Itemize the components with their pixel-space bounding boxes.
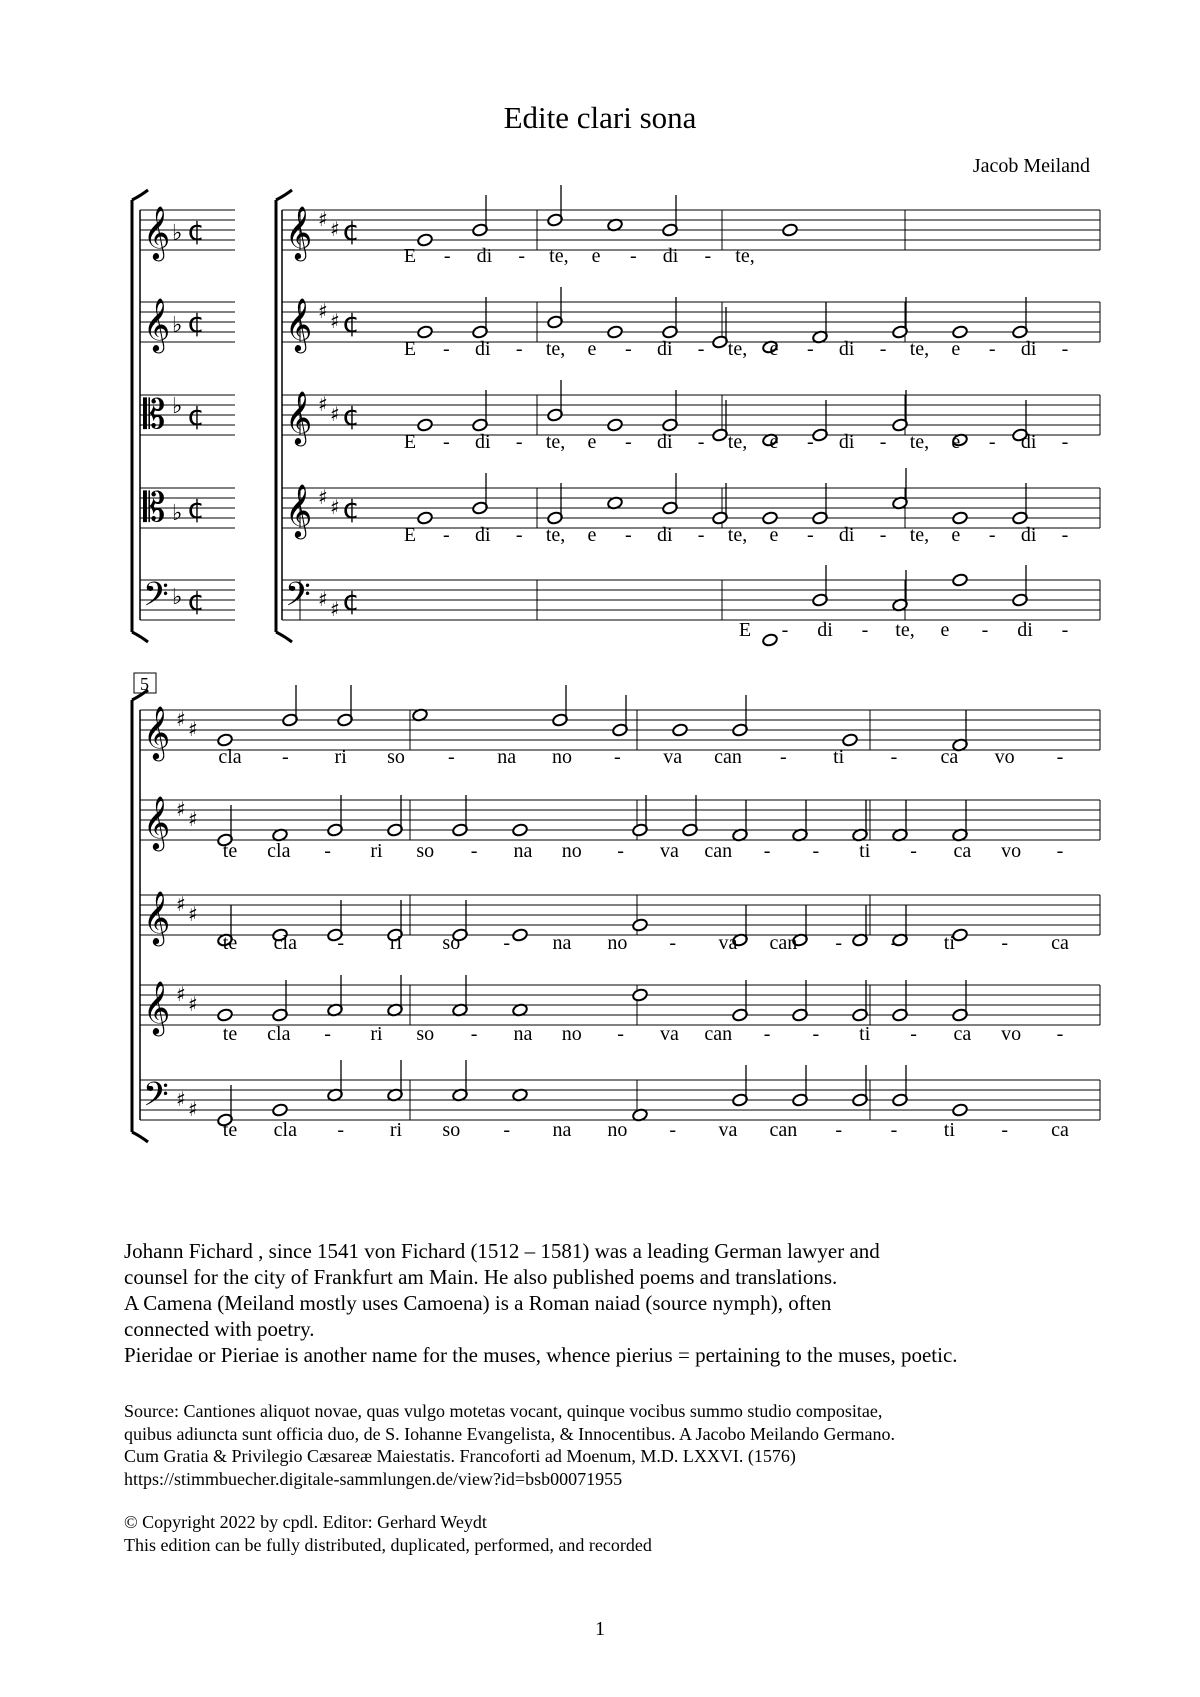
lyric-syllable: - — [806, 338, 814, 360]
lyric-syllable: - — [835, 932, 843, 954]
lyric-syllable: - — [1056, 746, 1064, 768]
lyric-syllable: vo — [994, 746, 1015, 768]
lyric-syllable: - — [988, 431, 996, 453]
lyric-syllable: ca — [940, 746, 959, 768]
lyric-syllable: vo — [1001, 840, 1022, 862]
lyric-syllable: di — [656, 431, 673, 453]
lyric-syllable: - — [518, 245, 526, 267]
lyric-syllable: va — [659, 1023, 679, 1045]
note-head — [952, 511, 969, 525]
source-line: Cum Gratia & Privilegio Cæsareæ Maiestatis. Francoforti ad Moenum, M.D. LXXVI. (1576) — [124, 1446, 796, 1466]
note-head — [217, 733, 234, 747]
lyric-syllable: - — [1061, 338, 1069, 360]
alto-clef-icon: 𝄡 — [143, 392, 166, 438]
lyric-syllable: - — [624, 431, 632, 453]
lyric-syllable: di — [656, 524, 673, 546]
note-head — [952, 573, 969, 587]
lyric-syllable: te, — [909, 338, 930, 360]
sharp-sign-icon: ♯ — [176, 707, 186, 731]
flat-sign-icon: ♭ — [172, 394, 183, 419]
lyric-syllable: na — [513, 1023, 533, 1045]
sharp-sign-icon: ♯ — [330, 495, 340, 519]
lyric-syllable: - — [447, 746, 455, 768]
note-head — [512, 823, 529, 837]
treble-clef-icon: 𝄞 — [285, 483, 313, 537]
lyric-syllable: te — [222, 840, 238, 862]
treble-clef-icon: 𝄞 — [143, 705, 171, 759]
source-line: quibus adiuncta sunt officia duo, de S. Iohanne Evangelista, & Innocentibus. A Jacobo Meilando Germano. — [124, 1423, 896, 1444]
cut-time-icon: ¢ — [342, 399, 360, 432]
lyric-syllable: - — [988, 524, 996, 546]
lyric-syllable: e — [587, 338, 597, 360]
lyric-syllable: di — [1020, 524, 1037, 546]
lyric-syllable: - — [890, 746, 898, 768]
notes-line: Pieridae or Pieriae is another name for the muses, whence pierius = pertaining to the muses, poetic. — [124, 1343, 958, 1367]
lyric-syllable: di — [1017, 619, 1033, 641]
lyric-syllable: di — [474, 338, 491, 360]
lyric-syllable: - — [443, 245, 451, 267]
license-line: This edition can be fully distributed, duplicated, performed, and recorded — [124, 1534, 652, 1555]
bass-clef-icon: 𝄢 — [285, 576, 311, 622]
lyric-syllable: - — [281, 746, 289, 768]
notes-line: A Camena (Meiland mostly uses Camoena) is a Roman naiad (source nymph), often — [124, 1291, 832, 1315]
lyric-syllable: - — [812, 1023, 820, 1045]
lyric-syllable: - — [890, 932, 898, 954]
lyric-syllable: - — [1001, 1119, 1009, 1141]
lyric-syllable: e — [951, 524, 961, 546]
lyric-syllable: - — [617, 840, 624, 862]
lyric-syllable: - — [515, 338, 523, 360]
lyric-syllable: can — [704, 840, 733, 862]
lyric-syllable: di — [817, 619, 833, 641]
lyric-syllable: - — [337, 932, 345, 954]
lyric-syllable: - — [443, 338, 450, 360]
lyric-syllable: - — [697, 338, 705, 360]
lyric-syllable: E — [403, 431, 417, 453]
lyric-syllable: no — [552, 746, 572, 768]
cut-time-icon: ¢ — [342, 492, 360, 525]
lyric-syllable: - — [470, 840, 478, 862]
sharp-sign-icon: ♯ — [330, 217, 340, 241]
lyric-syllable: na — [513, 840, 533, 862]
lyric-syllable: va — [663, 746, 683, 768]
note-head — [952, 325, 969, 339]
note-head — [782, 223, 799, 237]
lyric-syllable: no — [561, 840, 582, 862]
sharp-sign-icon: ♯ — [176, 982, 186, 1006]
sharp-sign-icon: ♯ — [188, 902, 198, 926]
lyric-syllable: di — [838, 431, 855, 453]
lyric-syllable: - — [812, 840, 820, 862]
note-head — [417, 418, 434, 432]
lyric-syllable: cla — [267, 840, 291, 862]
lyric-syllable: di — [476, 245, 493, 267]
lyric-syllable: - — [763, 1023, 771, 1045]
flat-sign-icon: ♭ — [172, 221, 183, 246]
treble-clef-icon: 𝄞 — [143, 795, 171, 849]
lyric-syllable: va — [718, 932, 738, 954]
lyric-syllable: - — [1056, 840, 1064, 862]
lyric-syllable: e — [587, 524, 597, 546]
lyric-syllable: - — [1001, 932, 1009, 954]
lyric-syllable: di — [838, 524, 855, 546]
lyric-syllable: - — [337, 1119, 345, 1141]
page-number: 1 — [595, 1618, 605, 1640]
lyric-syllable: - — [1061, 431, 1069, 453]
note-head — [607, 325, 624, 339]
note-head — [762, 633, 779, 647]
lyric-syllable: can — [769, 1119, 798, 1141]
lyric-syllable: e — [951, 338, 961, 360]
lyric-syllable: no — [607, 932, 628, 954]
lyric-syllable: E — [738, 619, 752, 641]
bass-clef-icon: 𝄢 — [143, 1076, 169, 1122]
lyric-syllable: na — [552, 1119, 572, 1141]
flat-sign-icon: ♭ — [172, 501, 183, 526]
lyric-syllable: te, — [909, 431, 930, 453]
copyright-notice — [124, 1511, 1124, 1556]
lyric-syllable: - — [624, 338, 632, 360]
lyric-syllable: so — [387, 746, 405, 768]
lyric-syllable: ri — [370, 840, 383, 862]
lyric-syllable: te, — [895, 619, 915, 641]
lyric-syllable: - — [624, 524, 632, 546]
source-url: https://stimmbuecher.digitale-sammlungen.de/view?id=bsb00071955 — [124, 1468, 623, 1489]
sharp-sign-icon: ♯ — [318, 392, 328, 416]
cut-time-icon: ¢ — [342, 584, 360, 617]
lyric-syllable: te — [222, 932, 238, 954]
lyric-syllable: te, — [545, 338, 566, 360]
sharp-sign-icon: ♯ — [176, 797, 186, 821]
lyric-syllable: ti — [833, 746, 845, 768]
lyric-syllable: e — [940, 619, 950, 641]
lyric-syllable: cla — [218, 746, 242, 768]
lyric-syllable: - — [1061, 619, 1069, 641]
lyric-syllable: e — [951, 431, 961, 453]
lyric-syllable: - — [910, 1023, 917, 1045]
lyric-syllable: so — [416, 1023, 435, 1045]
system2-lyrics — [218, 746, 1069, 1141]
lyric-syllable: - — [470, 1023, 478, 1045]
sharp-sign-icon: ♯ — [188, 1097, 198, 1121]
measure-number: 5 — [140, 674, 149, 694]
lyric-syllable: no — [607, 1119, 628, 1141]
lyric-syllable: - — [988, 338, 996, 360]
note-head — [672, 723, 689, 737]
lyric-syllable: di — [1020, 338, 1037, 360]
source-line: Source: Cantiones aliquot novae, quas vulgo motetas vocant, quinque vocibus summo studio compositae, — [124, 1401, 883, 1421]
lyric-syllable: ri — [370, 1023, 383, 1045]
treble-clef-icon: 𝄞 — [143, 980, 171, 1034]
lyric-syllable: - — [781, 619, 789, 641]
lyric-syllable: so — [442, 932, 461, 954]
lyric-syllable: - — [324, 1023, 331, 1045]
sharp-sign-icon: ♯ — [188, 992, 198, 1016]
lyric-syllable: - — [806, 431, 814, 453]
lyric-syllable: e — [769, 431, 779, 453]
sharp-sign-icon: ♯ — [188, 807, 198, 831]
lyric-syllable: e — [769, 338, 779, 360]
cut-time-icon: ¢ — [187, 584, 205, 617]
cut-time-icon: ¢ — [187, 306, 205, 339]
lyric-syllable: va — [718, 1119, 738, 1141]
lyric-syllable: - — [613, 746, 621, 768]
lyric-syllable: - — [835, 1119, 843, 1141]
lyric-syllable: va — [659, 840, 679, 862]
lyric-syllable: can — [769, 932, 798, 954]
lyric-syllable: - — [779, 746, 787, 768]
treble-clef-icon: 𝄞 — [143, 297, 171, 351]
lyric-syllable: so — [416, 840, 435, 862]
lyric-syllable: - — [910, 840, 917, 862]
sharp-sign-icon: ♯ — [330, 402, 340, 426]
lyric-syllable: te, — [549, 245, 569, 267]
lyric-syllable: te, — [727, 338, 748, 360]
note-head — [417, 325, 434, 339]
lyric-syllable: E — [403, 245, 417, 267]
clefs-and-signatures — [143, 205, 360, 1122]
lyric-syllable: ca — [953, 1023, 972, 1045]
copyright-line: © Copyright 2022 by cpdl. Editor: Gerhard Weydt — [124, 1512, 487, 1532]
lyric-syllable: e — [587, 431, 597, 453]
lyric-syllable: cla — [267, 1023, 291, 1045]
lyric-syllable: te — [222, 1023, 238, 1045]
lyric-syllable: ri — [389, 1119, 403, 1141]
lyric-syllable: - — [324, 840, 331, 862]
treble-clef-icon: 𝄞 — [143, 890, 171, 944]
cut-time-icon: ¢ — [187, 492, 205, 525]
lyric-syllable: - — [617, 1023, 624, 1045]
lyric-syllable: E — [403, 524, 417, 546]
lyric-syllable: - — [879, 431, 887, 453]
note-head — [417, 511, 434, 525]
lyric-syllable: so — [442, 1119, 461, 1141]
composer-name: Jacob Meiland — [972, 155, 1090, 177]
lyric-syllable: na — [552, 932, 572, 954]
lyric-syllable: - — [763, 840, 771, 862]
lyric-syllable: - — [879, 524, 887, 546]
lyric-syllable: - — [443, 524, 450, 546]
lyric-syllable: e — [591, 245, 601, 267]
note-head — [762, 511, 779, 525]
lyric-syllable: - — [443, 431, 450, 453]
note-head — [632, 988, 649, 1002]
lyric-syllable: - — [890, 1119, 898, 1141]
lyric-syllable: te — [222, 1119, 238, 1141]
note-head — [632, 918, 649, 932]
lyric-syllable: ca — [1051, 1119, 1069, 1141]
lyric-syllable: - — [861, 619, 869, 641]
treble-clef-icon: 𝄞 — [143, 205, 171, 259]
lyric-syllable: - — [879, 338, 887, 360]
lyric-syllable: te, — [735, 245, 755, 267]
sharp-sign-icon: ♯ — [318, 485, 328, 509]
treble-clef-icon: 𝄞 — [285, 390, 313, 444]
treble-clef-icon: 𝄞 — [285, 205, 313, 259]
cut-time-icon: ¢ — [342, 214, 360, 247]
lyric-syllable: can — [714, 746, 742, 768]
sharp-sign-icon: ♯ — [330, 309, 340, 333]
note-head — [417, 233, 434, 247]
lyric-syllable: - — [697, 524, 705, 546]
lyric-syllable: - — [1061, 524, 1069, 546]
lyric-syllable: cla — [273, 932, 297, 954]
notes-line: counsel for the city of Frankfurt am Main. He also published poems and translations. — [124, 1265, 838, 1289]
lyric-syllable: - — [806, 524, 814, 546]
flat-sign-icon: ♭ — [172, 585, 183, 610]
lyric-syllable: ca — [1051, 932, 1069, 954]
lyric-syllable: E — [403, 338, 417, 360]
system1-lyrics — [404, 245, 1068, 641]
note-head — [217, 1008, 234, 1022]
page-title: Edite clari sona — [503, 100, 697, 135]
sharp-sign-icon: ♯ — [176, 892, 186, 916]
lyric-syllable: - — [669, 932, 677, 954]
lyric-syllable: di — [474, 431, 491, 453]
lyric-syllable: ca — [953, 840, 972, 862]
lyric-syllable: di — [662, 245, 679, 267]
sharp-sign-icon: ♯ — [318, 299, 328, 323]
lyric-syllable: - — [1056, 1023, 1064, 1045]
lyric-syllable: ti — [859, 1023, 871, 1045]
cut-time-icon: ¢ — [187, 399, 205, 432]
notes-line: connected with poetry. — [124, 1317, 315, 1341]
lyric-syllable: na — [497, 746, 517, 768]
lyric-syllable: te, — [545, 431, 566, 453]
note-head — [952, 1103, 969, 1117]
lyric-syllable: - — [503, 1119, 511, 1141]
lyric-syllable: - — [515, 431, 523, 453]
sharp-sign-icon: ♯ — [330, 597, 340, 621]
alto-clef-icon: 𝄡 — [143, 485, 166, 531]
lyric-syllable: - — [515, 524, 523, 546]
sharp-sign-icon: ♯ — [176, 1087, 186, 1111]
lyric-syllable: - — [669, 1119, 677, 1141]
note-head — [272, 1103, 289, 1117]
lyric-syllable: - — [981, 619, 989, 641]
note-head — [607, 418, 624, 432]
note-head — [512, 928, 529, 942]
sharp-sign-icon: ♯ — [188, 717, 198, 741]
lyric-syllable: cla — [273, 1119, 297, 1141]
lyric-syllable: ti — [943, 1119, 955, 1141]
lyric-syllable: di — [1020, 431, 1037, 453]
lyric-syllable: no — [561, 1023, 582, 1045]
lyric-syllable: vo — [1001, 1023, 1022, 1045]
lyric-syllable: - — [503, 932, 511, 954]
lyric-syllable: te, — [909, 524, 930, 546]
lyric-syllable: ri — [334, 746, 347, 768]
sharp-sign-icon: ♯ — [318, 587, 328, 611]
lyric-syllable: can — [704, 1023, 733, 1045]
editorial-notes — [124, 1238, 1104, 1368]
cut-time-icon: ¢ — [187, 214, 205, 247]
cut-time-icon: ¢ — [342, 306, 360, 339]
lyric-syllable: ti — [943, 932, 955, 954]
bass-clef-icon: 𝄢 — [143, 576, 169, 622]
lyric-syllable: di — [838, 338, 855, 360]
lyric-syllable: te, — [727, 524, 748, 546]
flat-sign-icon: ♭ — [172, 313, 183, 338]
lyric-syllable: - — [629, 245, 637, 267]
sharp-sign-icon: ♯ — [318, 207, 328, 231]
lyric-syllable: ti — [859, 840, 871, 862]
notes-line: Johann Fichard , since 1541 von Fichard (1512 – 1581) was a leading German lawyer and — [124, 1239, 880, 1263]
treble-clef-icon: 𝄞 — [285, 297, 313, 351]
lyric-syllable: di — [656, 338, 673, 360]
lyric-syllable: te, — [545, 524, 566, 546]
lyric-syllable: - — [704, 245, 712, 267]
lyric-syllable: di — [474, 524, 491, 546]
lyric-syllable: - — [697, 431, 705, 453]
lyric-syllable: e — [769, 524, 779, 546]
note-head — [842, 733, 859, 747]
lyric-syllable: ri — [389, 932, 403, 954]
source-citation — [124, 1400, 1124, 1490]
lyric-syllable: te, — [727, 431, 748, 453]
